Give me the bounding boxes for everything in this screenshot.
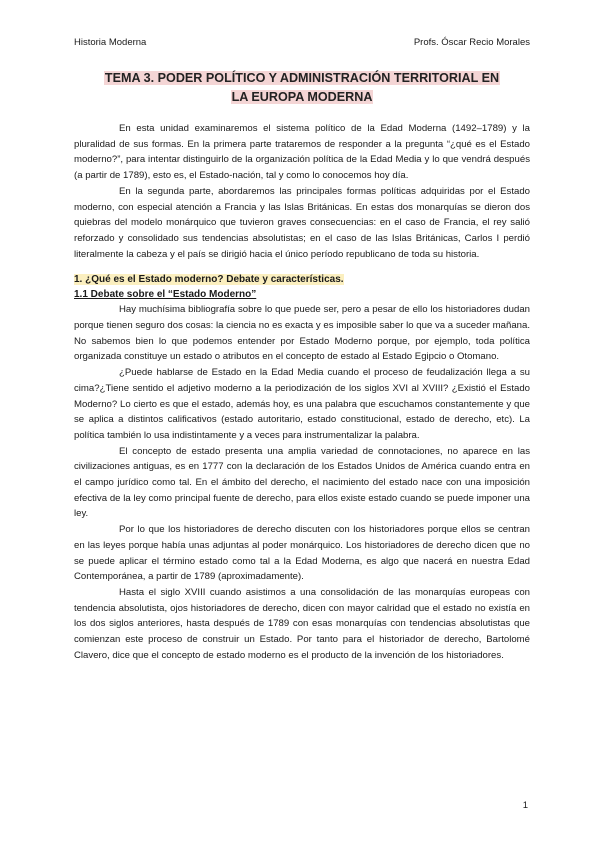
section-heading-text: 1. ¿Qué es el Estado moderno? Debate y características. <box>74 274 344 286</box>
section-heading <box>74 272 530 287</box>
body-paragraph: Hasta el siglo XVIII cuando asistimos a una consolidación de las monarquías europeas con tendencia absolutista, ojos historiadores de derecho, dicen con mayor calridad que el estado no existía en los dos siglos anteriores, hasta después de 1789 con esas monarquías con tendencias absolutistas que comienzan este proceso de construir un Estado. Por tanto para el historiador de derecho, Bartolomé Clavero, dice que el concepto de estado moderno es el producto de la invención de los historiadores. <box>74 586 530 661</box>
title-line-1: TEMA 3. PODER POLÍTICO Y ADMINISTRACIÓN TERRITORIAL EN <box>104 71 500 85</box>
body-paragraph: Hay muchísima bibliografía sobre lo que puede ser, pero a pesar de ello los historiadores dudan porque tienen seguro dos cosas: la ciencia no es exacta y es imposible saber lo que va a suceder mañana. No sabemos bien lo que podemos entender por Estado Moderno porque, por ejemplo, toda política organizada constituye un estado o atributos en el concepto de estado al Estado Egipcio o Otomano. <box>74 304 530 363</box>
document-body <box>74 121 530 664</box>
body-paragraph: Por lo que los historiadores de derecho discuten con los historiadores porque ellos se centran en las leyes porque había unas adjuntas al poder monárquico. Los historiadores de derecho dicen que no se puede aplicar el término estado como tal a la Edad Moderna, es algo que nacerá en nuestra Edad Contemporánea, a partir de 1789 (aproximadamente). <box>74 524 530 583</box>
intro-paragraph: En la segunda parte, abordaremos las principales formas políticas adquiridas por el Estado moderno, con especial atención a Francia y las Islas Británicas. En estas dos monarquías se dieron dos quiebras del modelo monárquico que tuvieron graves consecuencias: en el caso de Francia, el rey salió reforzado y consolidado sus tendencias absolutistas; en el caso de las Islas Británicas, Carlos I perdió literalmente la cabeza y el país se dirigió hacia el único período republicano de toda su historia. <box>74 185 530 260</box>
header-author: Profs. Óscar Recio Morales <box>413 37 530 48</box>
intro-paragraph: En esta unidad examinaremos el sistema político de la Edad Moderna (1492–1789) y la pluralidad de sus formas. En la primera parte trataremos de responder a la pregunta “¿qué es el Estado moderno?”, para intentar distinguirlo de la organización política de la Edad Media y lo que vendrá después (a partir de 1789), esto es, el Estado-nación, tal y como lo conocemos hoy día. <box>74 123 530 182</box>
header-course: Historia Moderna <box>74 37 147 48</box>
page-number: 1 <box>522 800 528 811</box>
title-line-2: LA EUROPA MODERNA <box>231 90 373 104</box>
body-paragraph: El concepto de estado presenta una amplia variedad de connotaciones, no aparece en las civilizaciones antiguas, es en 1777 con la declaración de los Estados Unidos de América cuando entra en el campo jurídico como tal. En el ámbito del derecho, el nacimiento del estado nace con una imposición efectiva de la ley como principal fuente de derecho, para ellos existe estado cuando se puede imponer una ley. <box>74 445 530 520</box>
body-paragraph: ¿Puede hablarse de Estado en la Edad Media cuando el proceso de feudalización llega a su cima?¿Tiene sentido el adjetivo moderno a la periodización de los siglos XVI al XVIII? ¿Existió el Estado Moderno? Lo cierto es que el estado, además hoy, es una palabra que escuchamos constantemente y que se aplica a distintos calificativos (estado autoritario, estado constitucional, estado de derecho, etc). La política también lo usa indistintamente y a veces para instrumentalizar la palabra. <box>74 367 530 441</box>
subsection-heading: 1.1 Debate sobre el “Estado Moderno” <box>74 289 257 301</box>
document-title <box>74 69 530 107</box>
